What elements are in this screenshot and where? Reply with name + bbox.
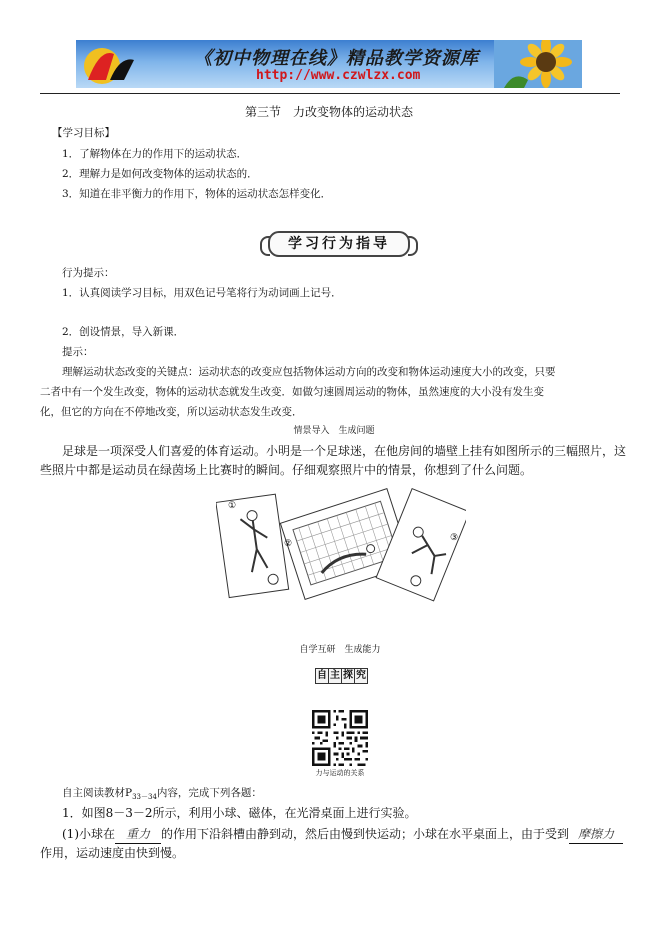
- question-1a-cont: 作用，运动速度由快到慢。: [40, 846, 185, 860]
- logo-icon: [80, 44, 140, 86]
- objectives-heading: 【学习目标】: [52, 127, 115, 139]
- banner-url[interactable]: http://www.czwlzx.com: [256, 68, 421, 83]
- self-study-heading: 自学互研 生成能力: [299, 645, 381, 655]
- boxed-char: 自: [315, 668, 329, 684]
- objective-item: 2．理解力是如何改变物体的运动状态的．: [62, 168, 258, 180]
- hint-line: 化，但它的方向在不停地改变，所以运动状态发生改变．: [40, 406, 303, 418]
- hint-label: 提示：: [62, 346, 94, 358]
- section-title: 第三节 力改变物体的运动状态: [244, 105, 413, 119]
- answer-blank[interactable]: 摩擦力: [569, 826, 623, 844]
- hint-line: 理解运动状态改变的关键点：运动状态的改变应包括物体运动方向的改变和物体运动速度大小的改变，只要: [62, 366, 556, 378]
- sunflower-icon: [494, 40, 582, 88]
- objective-item: 1．了解物体在力的作用下的运动状态．: [62, 148, 248, 160]
- q1a-text: 的作用下沿斜槽由静到动，然后由慢到快运动；小球在水平桌面上，由于受到: [161, 827, 570, 841]
- self-study-boxed-label: [315, 668, 367, 682]
- self-study-intro: [62, 786, 262, 804]
- boxed-char: 究: [354, 668, 368, 684]
- qr-code-icon[interactable]: [312, 710, 368, 766]
- header-banner: [76, 40, 582, 88]
- scenario-line: 些照片中都是运动员在绿茵场上比赛时的瞬间。仔细观察照片中的情景，你想到了什么问题。: [40, 463, 533, 477]
- boxed-char: 探: [341, 668, 355, 684]
- q1a-text: (1)小球在: [62, 827, 115, 841]
- question-1: 1．如图8－3－2所示，利用小球、磁体，在光滑桌面上进行实验。: [62, 806, 417, 820]
- boxed-char: 主: [328, 668, 342, 684]
- header-rule: [40, 93, 620, 94]
- intro-suffix: 内容，完成下列各题：: [156, 787, 262, 799]
- scenario-line: 足球是一项深受人们喜爱的体育运动。小明是一个足球迷，在他房间的墙壁上挂有如图所示的三幅照片，这: [62, 444, 627, 458]
- photo-card: [216, 494, 289, 597]
- scenario-heading: 情景导入 生成问题: [293, 426, 375, 436]
- behavior-item: 2．创设情景，导入新课．: [62, 326, 185, 338]
- behavior-item: 1．认真阅读学习目标，用双色记号笔将行为动词画上记号．: [62, 287, 342, 299]
- answer-blank[interactable]: 重力: [115, 826, 161, 844]
- hint-line: 二者中有一个发生改变，物体的运动状态就发生改变．如做匀速圆周运动的物体，虽然速度的大小没有发生变: [40, 386, 544, 398]
- banner-title: 《初中物理在线》精品教学资源库: [194, 48, 479, 69]
- qr-caption: 力与运动的关系: [315, 769, 365, 777]
- photo-label: ②: [284, 539, 293, 549]
- photo-label: ③: [450, 533, 459, 543]
- football-photos-illustration: [216, 484, 466, 604]
- question-1a-line: [62, 826, 623, 844]
- intro-pages: 33－34: [132, 793, 157, 802]
- behavior-heading: 行为提示：: [62, 267, 115, 279]
- objective-item: 3．知道在非平衡力的作用下，物体的运动状态怎样变化．: [62, 188, 332, 200]
- photo-label: ①: [228, 501, 237, 511]
- guide-banner: 学习行为指导: [268, 231, 410, 257]
- intro-prefix: 自主阅读教材P: [62, 787, 133, 799]
